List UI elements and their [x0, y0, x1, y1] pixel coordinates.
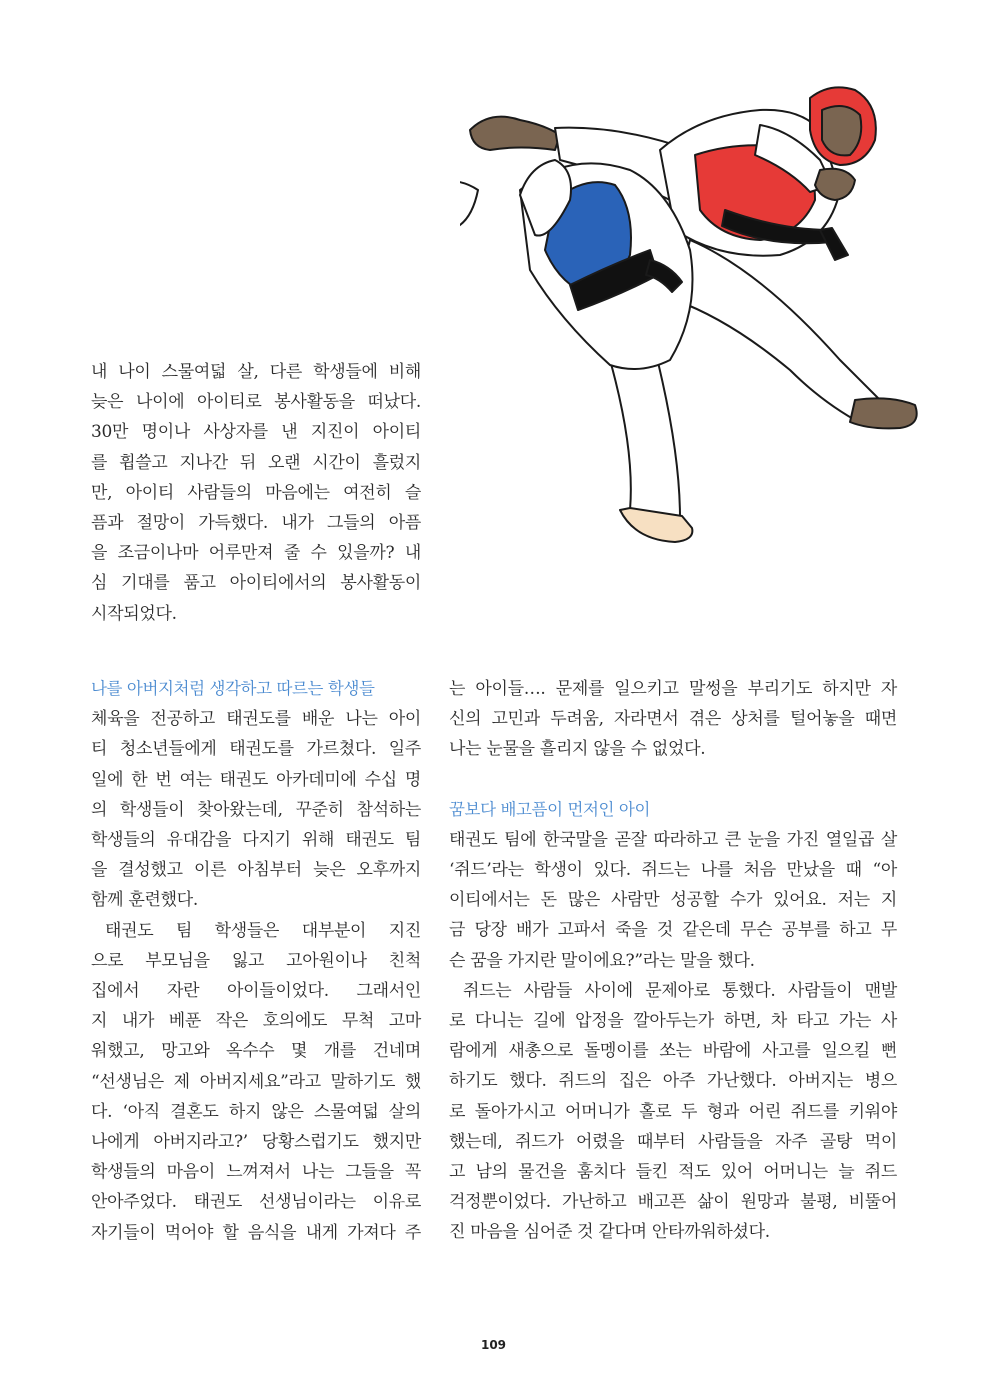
body-line: 고 남의 물건을 훔치다 들킨 적도 있어 어머니는 늘 쥐드	[449, 1162, 897, 1183]
body-line: 슨 꿈을 가지란 말이에요?”라는 말을 했다.	[449, 950, 755, 971]
body-line: 태권도 팀 학생들은 대부분이 지진	[105, 920, 421, 941]
body-line: 워했고, 망고와 옥수수 몇 개를 건네며	[91, 1041, 421, 1062]
body-line: 나는 눈물을 흘리지 않을 수 없었다.	[449, 739, 706, 760]
body-line: 지 내가 베푼 작은 호의에도 무척 고마	[91, 1011, 421, 1032]
body-line: 함께 훈련했다.	[91, 890, 198, 911]
intro-line: 30만 명이나 사상자를 낸 지진이 아이티	[91, 422, 421, 443]
page-number: 109	[480, 1338, 507, 1352]
intro-line: 심 기대를 품고 아이티에서의 봉사활동이	[91, 573, 421, 594]
body-line: 람에게 새총으로 돌멩이를 쏘는 바람에 사고를 일으킬 뻔	[449, 1041, 897, 1062]
body-line: 일에 한 번 여는 태권도 아카데미에 수십 명	[91, 769, 421, 790]
intro-paragraph	[91, 357, 421, 629]
body-line: 는 아이들…. 문제를 일으키고 말썽을 부리기도 하지만 자	[449, 679, 897, 699]
section-heading-jude: 꿈보다 배고픔이 먼저인 아이	[449, 799, 651, 819]
section-heading-students: 나를 아버지처럼 생각하고 따르는 학생들	[91, 679, 375, 698]
body-line: 로 다니는 길에 압정을 깔아두는가 하면, 차 타고 가는 사	[449, 1011, 897, 1032]
body-line: 학생들의 마음이 느껴져서 나는 그들을 꼭	[91, 1162, 421, 1183]
body-line: 하기도 했다. 쥐드의 집은 아주 가난했다. 아버지는 병으	[449, 1071, 897, 1092]
intro-line: 를 휩쓸고 지나간 뒤 오랜 시간이 흘렀지	[91, 452, 421, 473]
body-line: 진 마음을 심어준 것 같다며 안타까워하셨다.	[449, 1222, 770, 1243]
body-line: 체육을 전공하고 태권도를 배운 나는 아이	[91, 709, 421, 730]
intro-line: 만, 아이티 사람들의 마음에는 여전히 슬	[91, 482, 421, 503]
body-line: 으로 부모님을 잃고 고아원이나 친척	[91, 950, 421, 971]
body-line: 걱정뿐이었다. 가난하고 배고픈 삶이 원망과 불평, 비뚤어	[449, 1192, 897, 1213]
intro-line: 을 조금이나마 어루만져 줄 수 있을까? 내	[91, 543, 421, 564]
intro-line: 내 나이 스물여덟 살, 다른 학생들에 비해	[91, 362, 421, 382]
body-line: 신의 고민과 두려움, 자라면서 겪은 상처를 털어놓을 때면	[449, 709, 897, 730]
left-column	[91, 674, 421, 1248]
intro-line: 픔과 절망이 가득했다. 내가 그들의 아픔	[91, 513, 421, 534]
taekwondo-illustration	[460, 70, 930, 570]
body-line: 금 당장 배가 고파서 죽을 것 같은데 무슨 공부를 하고 무	[449, 920, 897, 941]
section-gap	[449, 765, 897, 795]
body-line: 했는데, 쥐드가 어렸을 때부터 사람들을 자주 골탕 먹이	[449, 1131, 897, 1152]
body-line: 태권도 팀에 한국말을 곧잘 따라하고 큰 눈을 가진 열일곱 살	[449, 829, 897, 850]
body-line: 이티에서는 돈 많은 사람만 성공할 수가 있어요. 저는 지	[449, 890, 897, 911]
body-line: 학생들의 유대감을 다지기 위해 태권도 팀	[91, 830, 421, 851]
body-line: 나에게 아버지라고?’ 당황스럽기도 했지만	[91, 1132, 421, 1153]
intro-line: 늦은 나이에 아이티로 봉사활동을 떠났다.	[91, 392, 421, 413]
body-line: 로 돌아가시고 어머니가 홀로 두 형과 어린 쥐드를 키워야	[449, 1101, 897, 1122]
opponent-fist-icon	[470, 117, 560, 150]
body-line: ‘쥐드’라는 학생이 있다. 쥐드는 나를 처음 만났을 때 “아	[449, 860, 897, 881]
body-line: 을 결성했고 이른 아침부터 늦은 오후까지	[91, 860, 421, 881]
body-line: 의 학생들이 찾아왔는데, 꾸준히 참석하는	[91, 799, 421, 820]
body-line: 자기들이 먹어야 할 음식을 내게 가져다 주	[91, 1222, 421, 1243]
body-line: “선생님은 제 아버지세요”라고 말하기도 했	[91, 1071, 421, 1092]
body-line: 다. ‘아직 결혼도 하지 않은 스물여덟 살의	[91, 1101, 421, 1122]
body-line: 집에서 자란 아이들이었다. 그래서인	[91, 981, 421, 1002]
body-line: 티 청소년들에게 태권도를 가르쳤다. 일주	[91, 739, 421, 760]
body-line: 안아주었다. 태권도 선생님이라는 이유로	[91, 1192, 421, 1213]
body-line: 쥐드는 사람들 사이에 문제아로 통했다. 사람들이 맨발	[463, 980, 897, 1001]
right-column	[449, 674, 897, 1248]
intro-line: 시작되었다.	[91, 603, 177, 624]
